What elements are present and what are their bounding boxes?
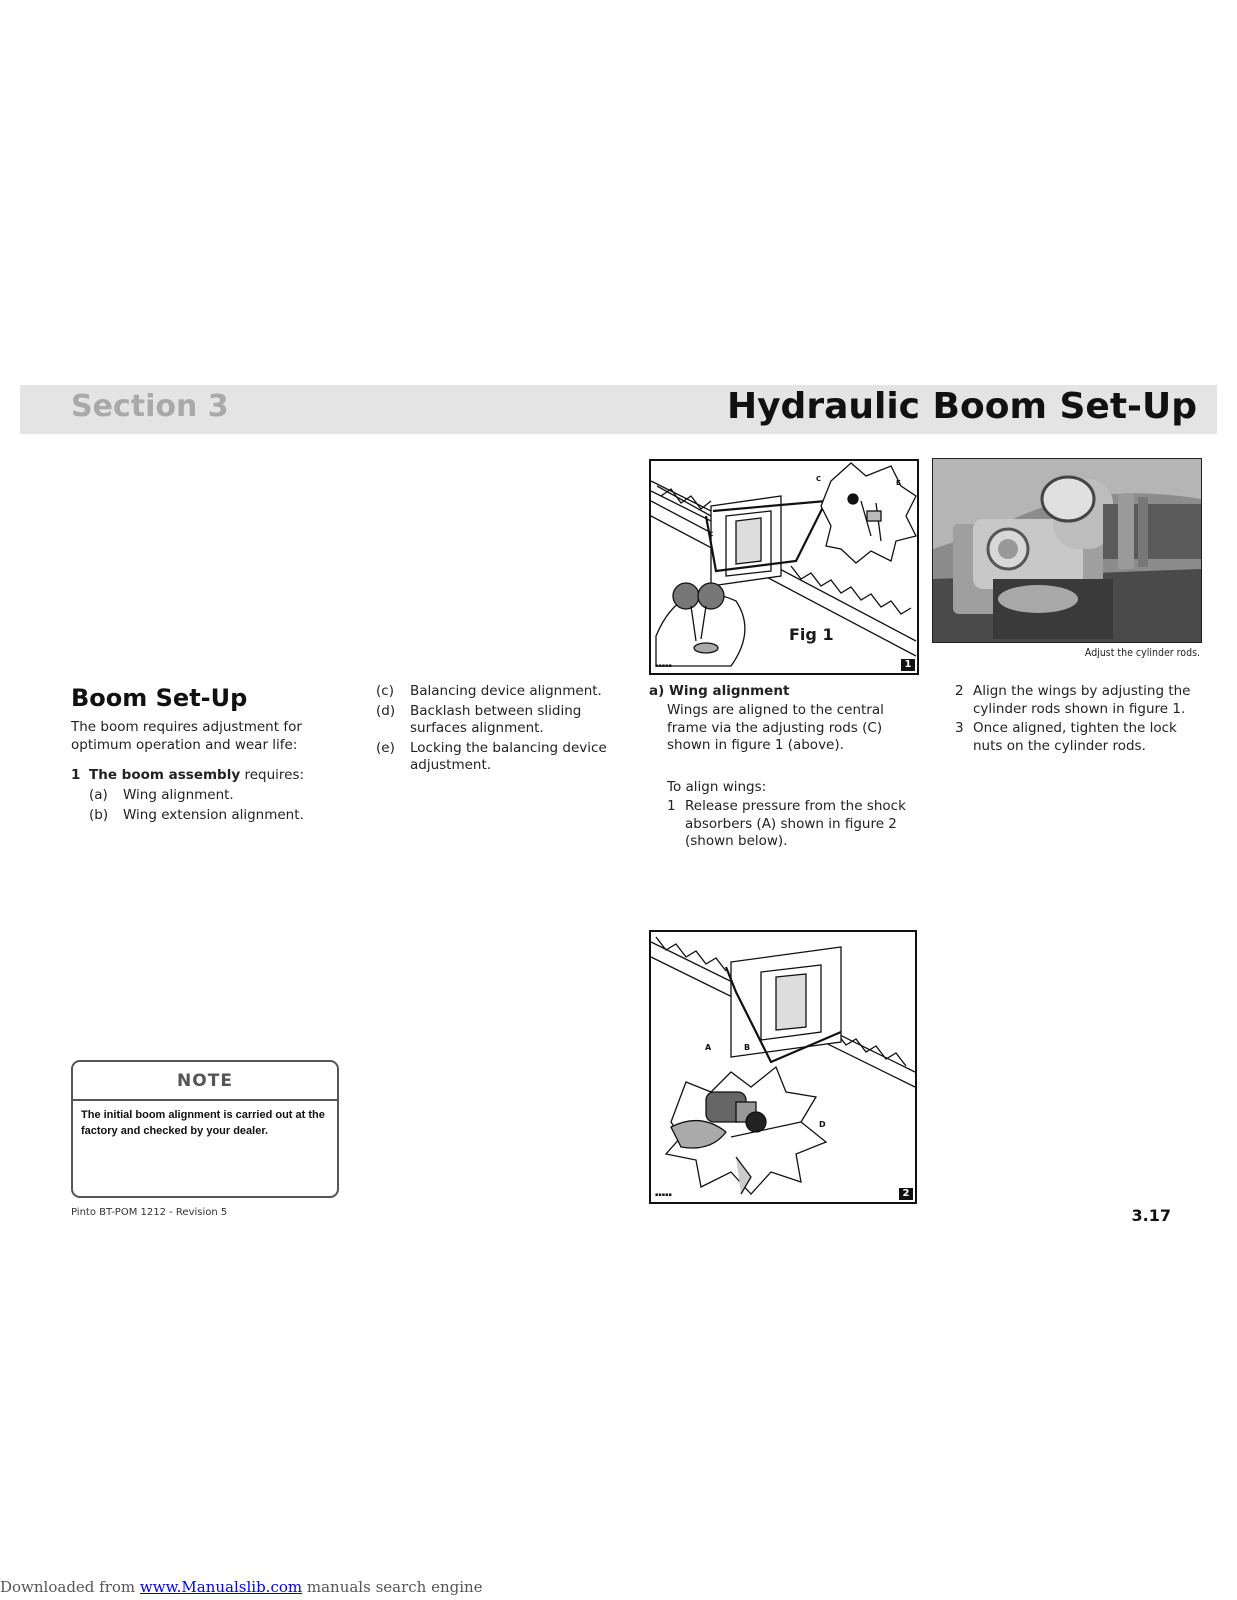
boom-setup-sublist <box>89 787 349 824</box>
item-1-rest: requires: <box>240 767 305 783</box>
wing-alignment-para: Wings are aligned to the central frame via the adjusting rods (C) shown in figure 1 (above). <box>667 702 884 753</box>
boom-setup-item-1 <box>71 767 351 785</box>
download-line <box>0 1578 483 1596</box>
fig2-label-a: A <box>705 1043 712 1052</box>
fig1-label-e: E <box>896 479 901 487</box>
note-title: NOTE <box>177 1071 233 1091</box>
page-number: 3.17 <box>1131 1206 1171 1225</box>
col4-steps <box>955 683 1205 755</box>
list-item: (e) Locking the balancing device adjustment. <box>376 739 607 773</box>
cylinder-rods-photo <box>932 458 1202 643</box>
figure-1-code: ▪▪▪▪▪ <box>655 663 672 669</box>
fig1-label-c2: C <box>709 531 714 538</box>
download-suffix: manuals search engine <box>302 1578 483 1596</box>
footer-doc-id: Pinto BT-POM 1212 - Revision 5 <box>71 1207 228 1218</box>
fig2-label-b: B <box>744 1043 751 1052</box>
list-item: (a) Wing alignment. <box>89 787 234 803</box>
photo-caption: Adjust the cylinder rods. <box>1084 647 1200 659</box>
list-item: (b) Wing extension alignment. <box>89 806 304 823</box>
list-item: (c) Balancing device alignment. <box>376 683 602 699</box>
to-align-wings: To align wings: <box>667 779 767 795</box>
figure-2-drawing <box>651 932 915 1202</box>
manualslib-link[interactable]: www.Manualslib.com <box>139 1578 303 1596</box>
figure-1-caption: Fig 1 <box>789 625 834 644</box>
figure-2-number: 2 <box>899 1188 913 1200</box>
fig2-label-d: D <box>819 1120 826 1129</box>
list-item: (d) Backlash between sliding surfaces alignment. <box>376 702 582 736</box>
boom-setup-intro: The boom requires adjustment for optimum operation and wear life: <box>71 719 302 753</box>
section-label: Section 3 <box>71 389 229 424</box>
figure-1-drawing <box>651 461 917 673</box>
page-title: Hydraulic Boom Set-Up <box>726 386 1197 427</box>
item-1-number: 1 <box>71 767 81 783</box>
wing-step-1: 1 Release pressure from the shock absorbers (A) shown in figure 2 (shown below). <box>667 798 906 849</box>
list-item: 3 Once aligned, tighten the lock nuts on the cylinder rods. <box>955 720 1177 754</box>
figure-2 <box>649 930 917 1204</box>
boom-setup-heading: Boom Set-Up <box>71 684 248 712</box>
figure-2-code: ▪▪▪▪▪ <box>655 1192 672 1198</box>
wing-alignment-heading: a) Wing alignment <box>649 683 790 699</box>
fig1-label-c: C <box>816 475 822 483</box>
figure-1-number: 1 <box>901 659 915 671</box>
list-item: 2 Align the wings by adjusting the cylinder rods shown in figure 1. <box>955 683 1191 717</box>
col2-sublist <box>376 683 608 775</box>
download-prefix: Downloaded from <box>0 1578 140 1596</box>
item-1-bold: The boom assembly <box>89 767 241 783</box>
figure-1 <box>649 459 919 675</box>
photo-drawing <box>933 459 1201 642</box>
note-text: The initial boom alignment is carried out at the factory and checked by your dealer. <box>81 1109 325 1137</box>
note-box <box>71 1060 339 1198</box>
